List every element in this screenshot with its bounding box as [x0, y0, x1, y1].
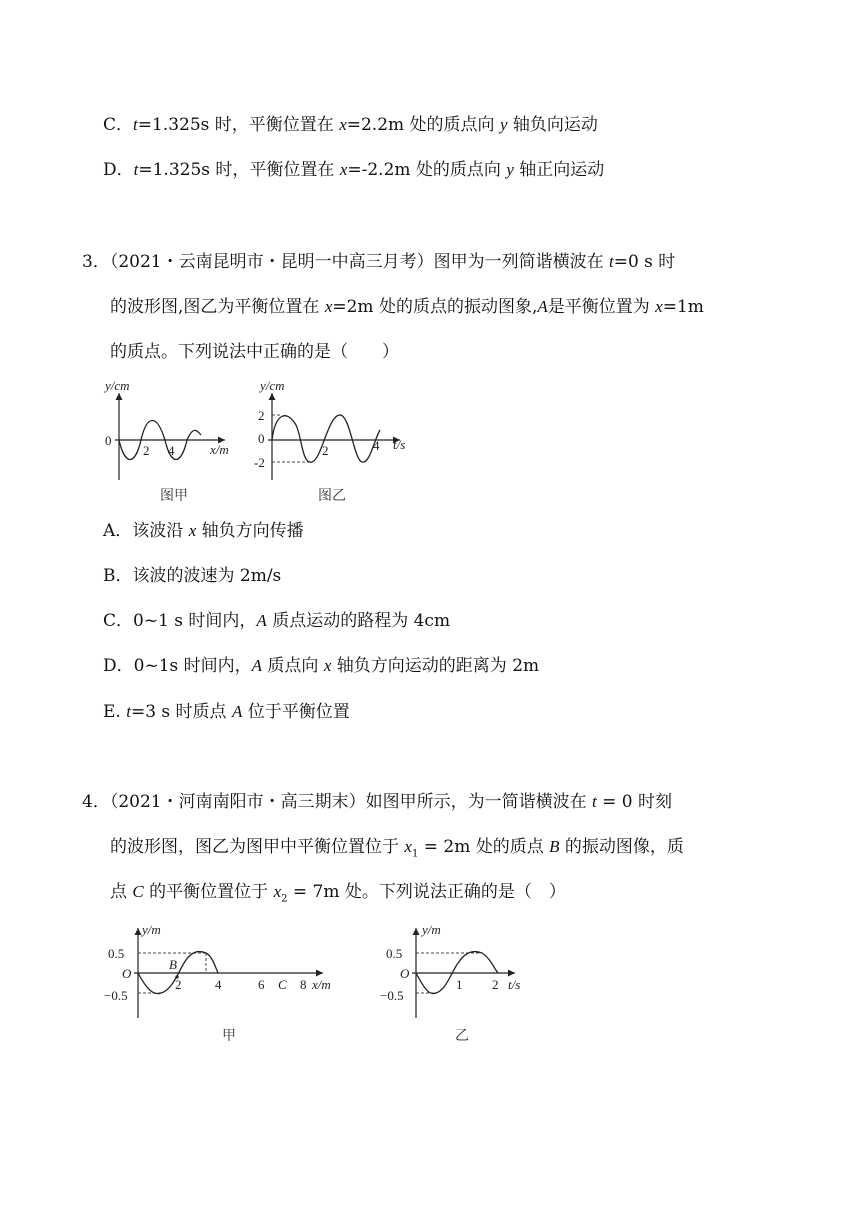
q3-option-c: C．0~1 s 时间内，A 质点运动的路程为 4cm	[103, 611, 451, 631]
x-tick-6: 6	[258, 977, 265, 992]
y-axis-label: y/cm	[105, 378, 130, 393]
q4-figure-jia	[98, 918, 358, 1028]
y-tick-top: 0.5	[386, 946, 403, 961]
q3-option-b: B．该波的波速为 2m/s	[103, 566, 282, 586]
y-axis-label: y/cm	[260, 378, 285, 393]
t-tick-2: 2	[492, 977, 499, 992]
t-tick-4: 4	[373, 438, 380, 453]
t-axis-label: t/s	[393, 437, 406, 452]
x-tick-4: 4	[215, 977, 222, 992]
y-tick-neg2: -2	[254, 455, 265, 470]
point-c-label: C	[278, 977, 287, 992]
q4-figure-jia-caption: 甲	[222, 1028, 236, 1044]
q4-stem-line3: 点 C 的平衡位置位于 $x_2 = 7m$ 处。下列说法正确的是（ ）	[110, 882, 566, 905]
q3-figure-jia-caption: 图甲	[160, 488, 188, 504]
q3-stem-line2: 的波形图,图乙为平衡位置在 x=2m 处的质点的振动图象,A是平衡位置为 x=1m	[110, 297, 704, 317]
x-tick-4: 4	[168, 443, 175, 458]
y-tick-top: 0.5	[108, 946, 125, 961]
x-tick-8: 8	[300, 977, 307, 992]
origin-label: 0	[258, 431, 265, 446]
point-b-label: B	[169, 957, 177, 972]
y-tick-bottom: −0.5	[380, 988, 404, 1003]
q4-stem-line2: 的波形图，图乙为图甲中平衡位置位于 $x_1 = 2m$ 处的质点 B 的振动图像，质	[110, 837, 684, 860]
q3-stem-line3: 的质点。下列说法中正确的是（ ）	[110, 342, 399, 362]
q4-figure-yi-caption: 乙	[455, 1028, 469, 1044]
q4-stem-line1: 4．（2021・河南南阳市・高三期末）如图甲所示，为一简谐横波在 t = 0 时刻	[82, 792, 672, 812]
q3-option-d: D．0~1s 时间内，A 质点向 x 轴负方向运动的距离为 2m	[103, 656, 540, 676]
y-axis-label: y/m	[142, 922, 161, 937]
origin-label: O	[400, 966, 410, 981]
origin-label: O	[122, 966, 132, 981]
y-tick-2: 2	[258, 408, 265, 423]
x-tick-2: 2	[143, 443, 150, 458]
origin-label: 0	[105, 433, 112, 448]
q3-figure-yi-caption: 图乙	[318, 488, 346, 504]
x-axis-label: x/m	[312, 977, 331, 992]
x-tick-2: 2	[175, 977, 182, 992]
q2-option-d: D．t=1.325s 时，平衡位置在 x=-2.2m 处的质点向 y 轴正向运动	[103, 160, 605, 180]
t-tick-1: 1	[456, 977, 463, 992]
x-axis-label: x/m	[210, 442, 229, 457]
q2-option-c: C．t=1.325s 时，平衡位置在 x=2.2m 处的质点向 y 轴负向运动	[103, 115, 598, 135]
y-tick-bottom: −0.5	[104, 988, 128, 1003]
t-tick-2: 2	[322, 443, 329, 458]
y-axis-label: y/m	[422, 922, 441, 937]
q3-option-a: A．该波沿 x 轴负方向传播	[103, 521, 304, 541]
q3-option-e: E. t=3 s 时质点 A 位于平衡位置	[103, 702, 350, 722]
t-axis-label: t/s	[508, 977, 521, 992]
q3-stem-line1: 3．（2021・云南昆明市・昆明一中高三月考）图甲为一列简谐横波在 t=0 s 时	[82, 252, 676, 272]
q4-figure-yi	[370, 918, 545, 1028]
